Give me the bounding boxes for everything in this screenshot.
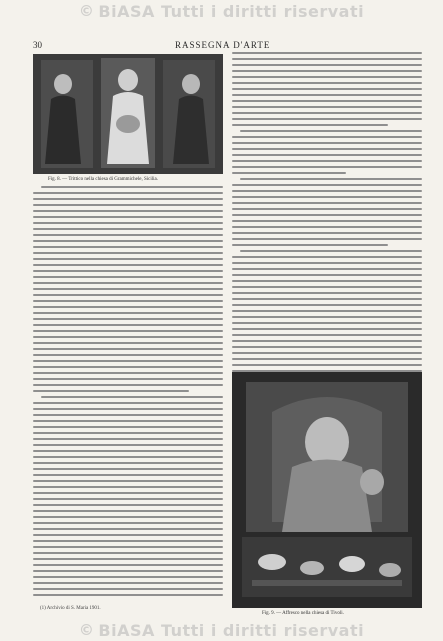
painting-1-image xyxy=(33,54,223,174)
footnote: (1) Archivio di S. Maria 1901. xyxy=(40,606,101,611)
figure-painting-1 xyxy=(33,54,223,174)
copyright-symbol: © xyxy=(78,621,95,639)
watermark-text: BiASA Tutti i diritti riservati xyxy=(98,1,365,21)
copyright-symbol: © xyxy=(78,2,95,20)
figure-2-caption: Fig. 9. — Affresco nella chiesa di Tivoli. xyxy=(262,611,344,616)
figure-painting-2 xyxy=(232,372,422,608)
painting-2-image xyxy=(232,372,422,608)
left-column-text xyxy=(33,186,223,600)
page-number: 30 xyxy=(33,40,42,50)
running-head: RASSEGNA D'ARTE xyxy=(175,40,271,50)
figure-1-caption: Fig. 8. — Trittico nella chiesa di Grammichele, Sicilia. xyxy=(48,177,158,182)
watermark-top xyxy=(0,0,443,22)
right-column-text xyxy=(232,52,422,376)
watermark-text: BiASA Tutti i diritti riservati xyxy=(98,620,365,640)
watermark-bottom xyxy=(0,619,443,641)
